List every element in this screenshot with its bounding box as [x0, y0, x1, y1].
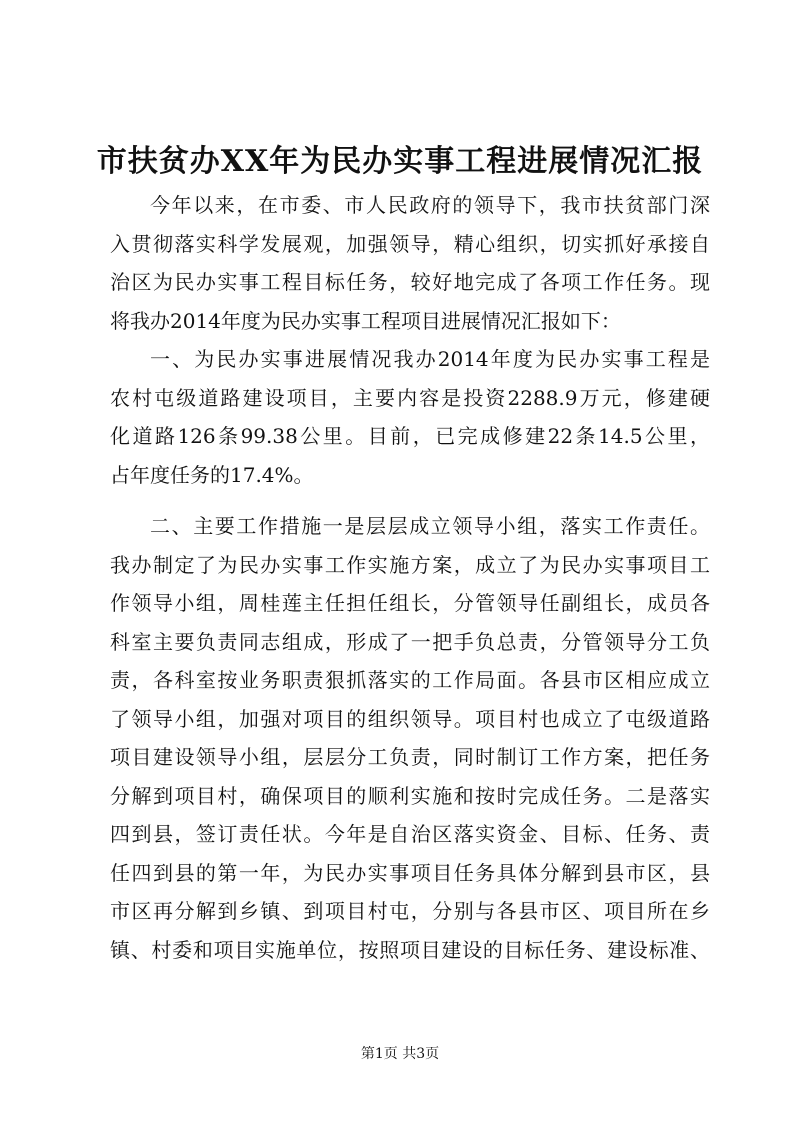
paragraph-line: 二、主要工作措施一是层层成立领导小组，落实工作责任。 [150, 514, 710, 538]
document-title: 市扶贫办XX年为民办实事工程进展情况汇报 [96, 144, 704, 179]
paragraph-line: 责，各科室按业务职责狠抓落实的工作局面。各县市区相应成立 [110, 668, 710, 692]
paragraph-line: 作领导小组，周桂莲主任担任组长，分管领导任副组长，成员各 [110, 591, 710, 615]
paragraph-line: 分解到项目村，确保项目的顺利实施和按时完成任务。二是落实 [110, 783, 710, 808]
paragraph-line: 占年度任务的17.4%。 [110, 462, 314, 487]
document-body [110, 186, 710, 969]
paragraph-line: 镇、村委和项目实施单位，按照项目建设的目标任务、建设标准、 [110, 937, 710, 962]
paragraph-line: 一、为民办实事进展情况我办2014年度为民办实事工程是 [150, 347, 710, 371]
paragraph-line: 四到县，签订责任状。今年是自治区落实资金、目标、任务、责 [110, 822, 710, 846]
page-number-footer: 第1页 共3页 [360, 1046, 440, 1062]
paragraph-line: 项目建设领导小组，层层分工负责，同时制订工作方案，把任务 [110, 745, 710, 769]
paragraph-line: 我办制定了为民办实事工作实施方案，成立了为民办实事项目工 [110, 552, 710, 577]
paragraph-line: 科室主要负责同志组成，形成了一把手负总责，分管领导分工负 [110, 629, 710, 654]
paragraph-gap [110, 494, 710, 507]
paragraph-line: 了领导小组，加强对项目的组织领导。项目村也成立了屯级道路 [110, 706, 710, 731]
paragraph-line: 市区再分解到乡镇、到项目村屯，分别与各县市区、项目所在乡 [110, 899, 710, 923]
paragraph-line: 化道路126条99.38公里。目前，已完成修建22条14.5公里， [110, 424, 710, 448]
paragraph-line: 将我办2014年度为民办实事工程项目进展情况汇报如下： [110, 308, 621, 333]
paragraph-line: 今年以来，在市委、市人民政府的领导下，我市扶贫部门深 [150, 193, 710, 217]
paragraph-line: 任四到县的第一年，为民办实事项目任务具体分解到县市区，县 [110, 860, 710, 885]
paragraph-line: 治区为民办实事工程目标任务，较好地完成了各项工作任务。现 [110, 270, 710, 294]
paragraph-line: 入贯彻落实科学发展观，加强领导，精心组织，切实抓好承接自 [110, 231, 710, 256]
paragraph-line: 农村屯级道路建设项目，主要内容是投资2288.9万元，修建硬 [110, 385, 710, 410]
